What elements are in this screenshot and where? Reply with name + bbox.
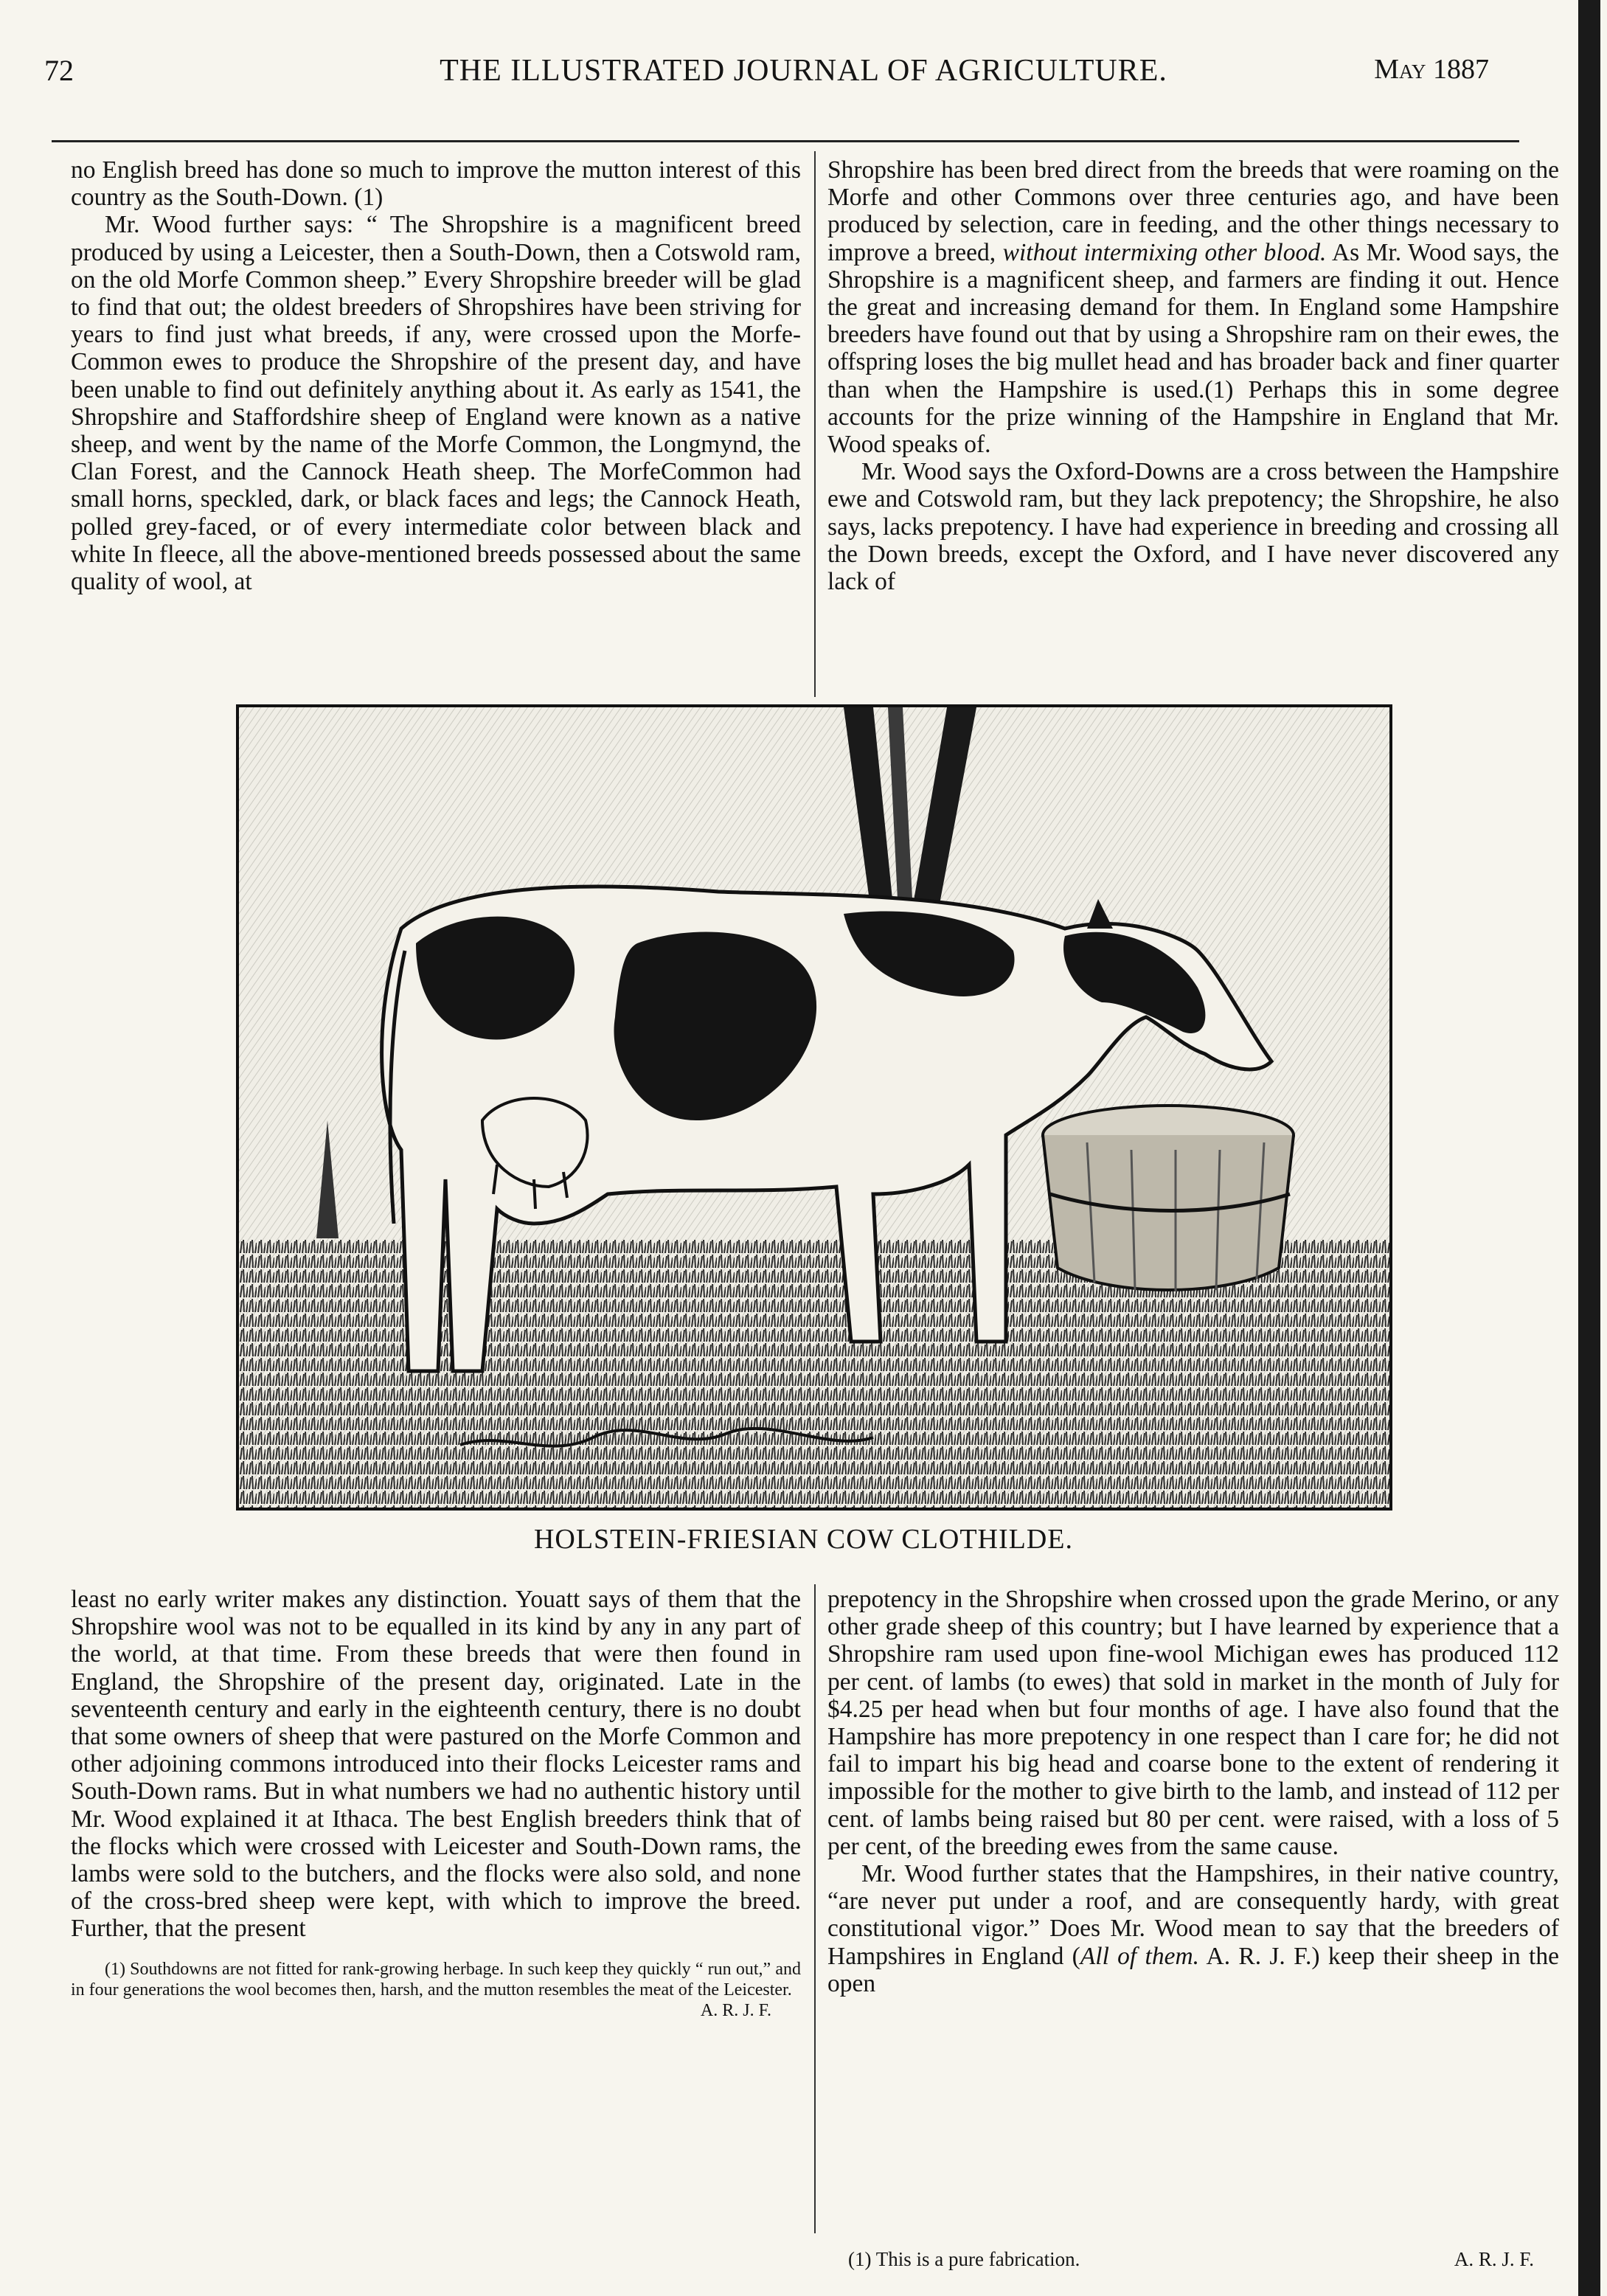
top-left-column <box>71 156 801 595</box>
footnote-right <box>848 2248 1534 2271</box>
paragraph: Mr. Wood further states that the Hampshires, in their native country, “are never put under a roof, and are consequently hardy, with great constitutional vigor.” Does Mr. Wood mean to say that the breeders of Hampshires in England (All of them. A. R. J. F.) keep their sheep in the open <box>827 1860 1559 1997</box>
paragraph: least no early writer makes any distinction. Youatt says of them that the Shropshire wool was not to be equalled in its kind by any in any part of the world, at that time. From these breeds that were then found in England, the Shropshire of the present day, originated. Late in the seventeenth century and early in the eighteenth century, there is no doubt that some owners of sheep that were pastured on the Morfe Common and other adjoining commons introduced into their flocks Leicester rams and South-Down rams. But in what numbers we had no authentic history until Mr. Wood explained it at Ithaca. The best English breeders think that of the flocks which were crossed with Leicester and South-Down rams, the lambs were sold to the butchers, and the flocks were also sold, and none of the cross-bred sheep were kept, with which to improve the breed. Further, that the present <box>71 1586 801 1943</box>
column-divider <box>814 151 816 697</box>
bottom-right-column <box>827 1586 1559 1997</box>
cow-illustration <box>236 704 1392 1511</box>
footnote: (1) This is a pure fabrication. <box>848 2248 1080 2270</box>
column-divider <box>814 1584 816 2233</box>
top-right-column <box>827 156 1559 595</box>
illustration-caption: HOLSTEIN-FRIESIAN COW CLOTHILDE. <box>533 1524 1074 1555</box>
footnote-signature: A. R. J. F. <box>700 2000 771 2020</box>
bottom-left-column <box>71 1586 801 2021</box>
footnote: (1) Southdowns are not fitted for rank-growing herbage. In such keep they quickly “ run out,” and in four generations the wool becomes then, harsh, and the mutton resembles the meat of the Leicester. <box>71 1959 801 2000</box>
paragraph: prepotency in the Shropshire when crossed upon the grade Merino, or any other grade sheep of this country; but I have learned by experience that a Shropshire ram used upon fine-wool Michigan ewes has produced 112 per cent. of lambs (to ewes) that sold in market in the month of July for $4.25 per head when but four months of age. I have also found that the Hampshire has more prepotency in one respect than I care for; he did not fail to impart his big head and coarse bone to the extent of rendering it impossible for the mother to give birth to the lamb, and instead of 112 per cent. of lambs being raised but 80 per cent. were raised, with a loss of 5 per cent, of the breeding ewes from the same cause. <box>827 1586 1559 1860</box>
page-number: 72 <box>44 54 74 87</box>
paragraph: Mr. Wood further says: “ The Shropshire is a magnificent breed produced by using a Leicester, then a South-Down, then a Cotswold ram, on the old Morfe Common sheep.” Every Shropshire breeder will be glad to find that out; the oldest breeders of Shropshires have been striving for years to find just what breeds, if any, were crossed upon the Morfe-Common ewes to produce the Shropshire of the present day, and have been unable to find out definitely anything about it. As early as 1541, the Shropshire and Staffordshire sheep of England were known as a native sheep, and went by the name of the Morfe Common, the Longmynd, the Clan Forest, and the Cannock Heath sheep. The MorfeCommon had small horns, speckled, dark, or black faces and legs; the Cannock Heath, polled grey-faced, or of every intermediate color between black and white In fleece, all the above-mentioned breeds possessed about the same quality of wool, at <box>71 211 801 596</box>
journal-title: THE ILLUSTRATED JOURNAL OF AGRICULTURE. <box>440 54 1167 88</box>
page-edge-bar <box>1578 0 1600 2296</box>
issue-date: May 1887 <box>1374 54 1489 85</box>
paragraph: Mr. Wood says the Oxford-Downs are a cross between the Hampshire ewe and Cotswold ram, but they lack prepotency; the Shropshire, he also says, lacks prepotency. I have had experience in breeding and crossing all the Down breeds, except the Oxford, and I have never discovered any lack of <box>827 458 1559 596</box>
paragraph: Shropshire has been bred direct from the breeds that were roaming on the Morfe and other Commons over three centuries ago, and have been produced by selection, care in feeding, and the other things necessary to improve a breed, without intermixing other blood. As Mr. Wood says, the Shropshire is a magnificent sheep, and farmers are finding it out. Hence the great and increasing demand for them. In England some Hampshire breeders have found out that by using a Shropshire ram on their ewes, the offspring loses the big mullet head and has broader back and finer quarter than when the Hampshire is used.(1) Perhaps this in some degree accounts for the prize winning of the Hampshire in England that Mr. Wood speaks of. <box>827 156 1560 459</box>
footnote-signature: A. R. J. F. <box>1454 2248 1534 2270</box>
header-rule <box>52 140 1519 142</box>
paragraph: no English breed has done so much to improve the mutton interest of this country as the South-Down. (1) <box>71 156 801 212</box>
